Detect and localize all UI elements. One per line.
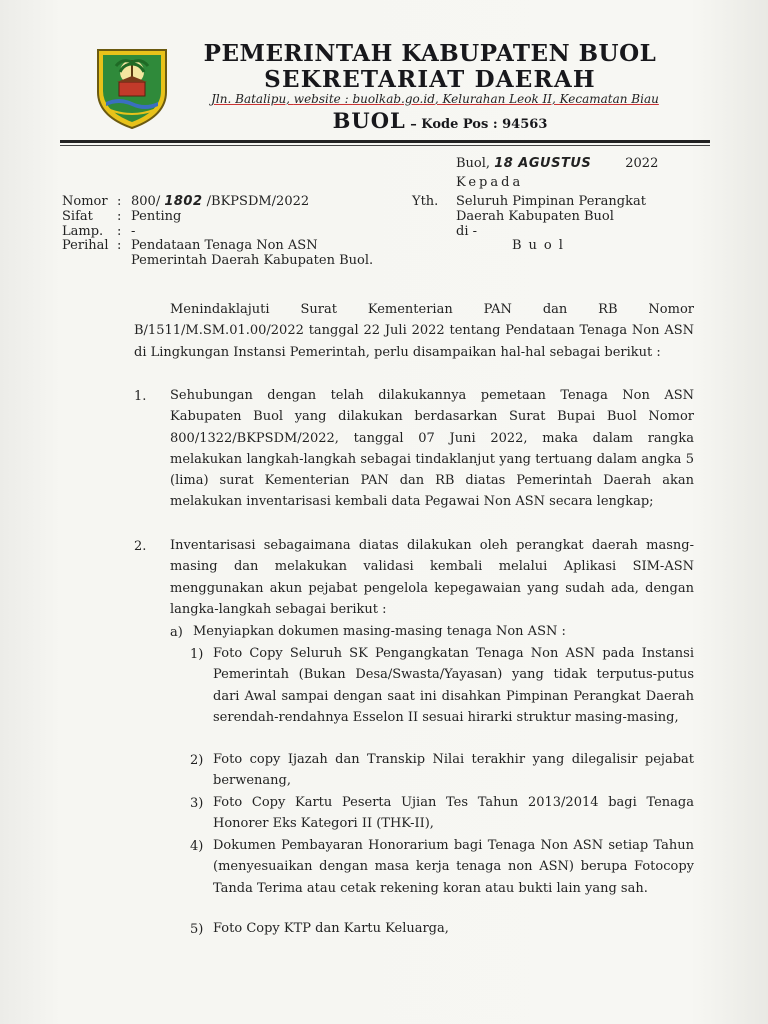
- nomor-label: Nomor: [62, 194, 108, 209]
- nomor-colon: :: [117, 194, 122, 209]
- letterhead-city: BUOL: [332, 108, 406, 133]
- perihal-line2: Pemerintah Daerah Kabupaten Buol.: [131, 253, 374, 268]
- perihal-line1: Pendataan Tenaga Non ASN: [131, 238, 318, 253]
- sub-item-1-number: 1): [190, 647, 204, 662]
- lamp-colon: :: [117, 224, 122, 239]
- perihal-label: Perihal: [62, 238, 109, 253]
- sub-item-3-text: Foto Copy Kartu Peserta Ujian Tes Tahun 2013/2014 bagi Tenaga Honorer Eks Kategori II (THK-II),: [213, 795, 694, 832]
- item-1-text: Sehubungan dengan telah dilakukannya pemetaan Tenaga Non ASN Kabupaten Buol yang dilakukan berdasarkan Surat Bupai Buol Nomor 800/1322/BKPSDM/2022, tanggal 07 Juni 2022, maka dalam rangka melakukan langkah-langkah sebagai tindaklanjut yang tertuang dalam angka 5 (lima) surat Kementerian PAN dan RB diatas Pemerintah Daerah akan melakukan inventarisasi kembali data Pegawai Non ASN secara lengkap;: [170, 388, 694, 510]
- letterhead-rule-thick: [60, 140, 710, 143]
- recipient-line1: Seluruh Pimpinan Perangkat: [456, 194, 646, 209]
- item-1-number: 1.: [134, 389, 147, 404]
- postcode-label: – Kode Pos :: [405, 117, 503, 132]
- address-district: , Kelurahan Leok II, Kecamatan Biau: [434, 92, 659, 106]
- nomor-handwritten: 1802: [164, 194, 203, 209]
- sifat-colon: :: [117, 209, 122, 224]
- item-2-number: 2.: [134, 539, 147, 554]
- postcode: 94563: [502, 117, 548, 132]
- sub-item-4-number: 4): [190, 839, 204, 854]
- buol-coat-of-arms-logo: [92, 44, 172, 130]
- date-year: 2022: [625, 156, 659, 171]
- sub-a-label: a): [170, 625, 183, 640]
- sifat-label: Sifat: [62, 209, 93, 224]
- sub-item-5-number: 5): [190, 922, 204, 937]
- letterhead-rule-thin: [60, 145, 710, 146]
- letterhead-title-government: PEMERINTAH KABUPATEN BUOL: [203, 40, 657, 67]
- sifat-value: Penting: [131, 209, 182, 224]
- perihal-colon: :: [117, 238, 122, 253]
- date-line: [456, 156, 658, 171]
- letterhead-city-line: [200, 108, 680, 133]
- address-website: buolkab.go.id: [352, 92, 435, 106]
- lamp-value: -: [131, 224, 136, 239]
- kepada-label: Kepada: [456, 175, 524, 190]
- nomor-value: [131, 194, 309, 209]
- nomor-suffix: /BKPSDM/2022: [202, 194, 310, 209]
- date-handwritten: 18 AGUSTUS: [494, 156, 592, 171]
- address-website-label: website :: [293, 92, 353, 106]
- date-place: Buol,: [456, 156, 491, 171]
- recipient-city: Buol: [512, 238, 570, 253]
- intro-paragraph-wrap: [134, 299, 694, 363]
- sub-item-2-text: Foto copy Ijazah dan Transkip Nilai terakhir yang dilegalisir pejabat berwenang,: [213, 752, 694, 789]
- lamp-label: Lamp.: [62, 224, 104, 239]
- sub-item-4-text: Dokumen Pembayaran Honorarium bagi Tenaga Non ASN setiap Tahun (menyesuaikan dengan masa kerja tenaga non ASN) berupa Fotocopy Tanda Terima atau cetak rekening koran atau bukti lain yang sah.: [213, 838, 694, 896]
- sub-item-1-text: Foto Copy Seluruh SK Pengangkatan Tenaga Non ASN pada Instansi Pemerintah (Bukan Desa/Swasta/Yayasan) yang tidak terputus-putus dari Awal sampai dengan saat ini disahkan Pimpinan Perangkat Daerah serendah-rendahnya Esselon II sesuai hirarki struktur masing-masing,: [213, 646, 694, 725]
- letterhead-address: [200, 92, 670, 106]
- sub-item-3-number: 3): [190, 796, 204, 811]
- yth-label: Yth.: [412, 194, 439, 209]
- sub-item-2-number: 2): [190, 753, 204, 768]
- recipient-line3: di -: [456, 224, 478, 239]
- address-street: Jln. Batalipu,: [211, 92, 294, 106]
- intro-paragraph: Menindaklajuti Surat Kementerian PAN dan RB Nomor B/1511/M.SM.01.00/2022 tanggal 22 Juli 2022 tentang Pendataan Tenaga Non ASN di Lingkungan Instansi Pemerintah, perlu disampaikan hal-hal sebagai berikut :: [134, 302, 694, 360]
- sub-a-text: Menyiapkan dokumen masing-masing tenaga Non ASN :: [193, 624, 566, 639]
- letterhead-title-secretariat: SEKRETARIAT DAERAH: [264, 66, 596, 93]
- nomor-prefix: 800/: [131, 194, 165, 209]
- sub-item-5-text: Foto Copy KTP dan Kartu Keluarga,: [213, 921, 449, 936]
- recipient-line2: Daerah Kabupaten Buol: [456, 209, 614, 224]
- item-2-text: Inventarisasi sebagaimana diatas dilakukan oleh perangkat daerah masng-masing dan melakukan validasi kembali melalui Aplikasi SIM-ASN menggunakan akun pejabat pengelola kepegawaian yang sudah ada, dengan langka-langkah sebagai berikut :: [170, 538, 694, 617]
